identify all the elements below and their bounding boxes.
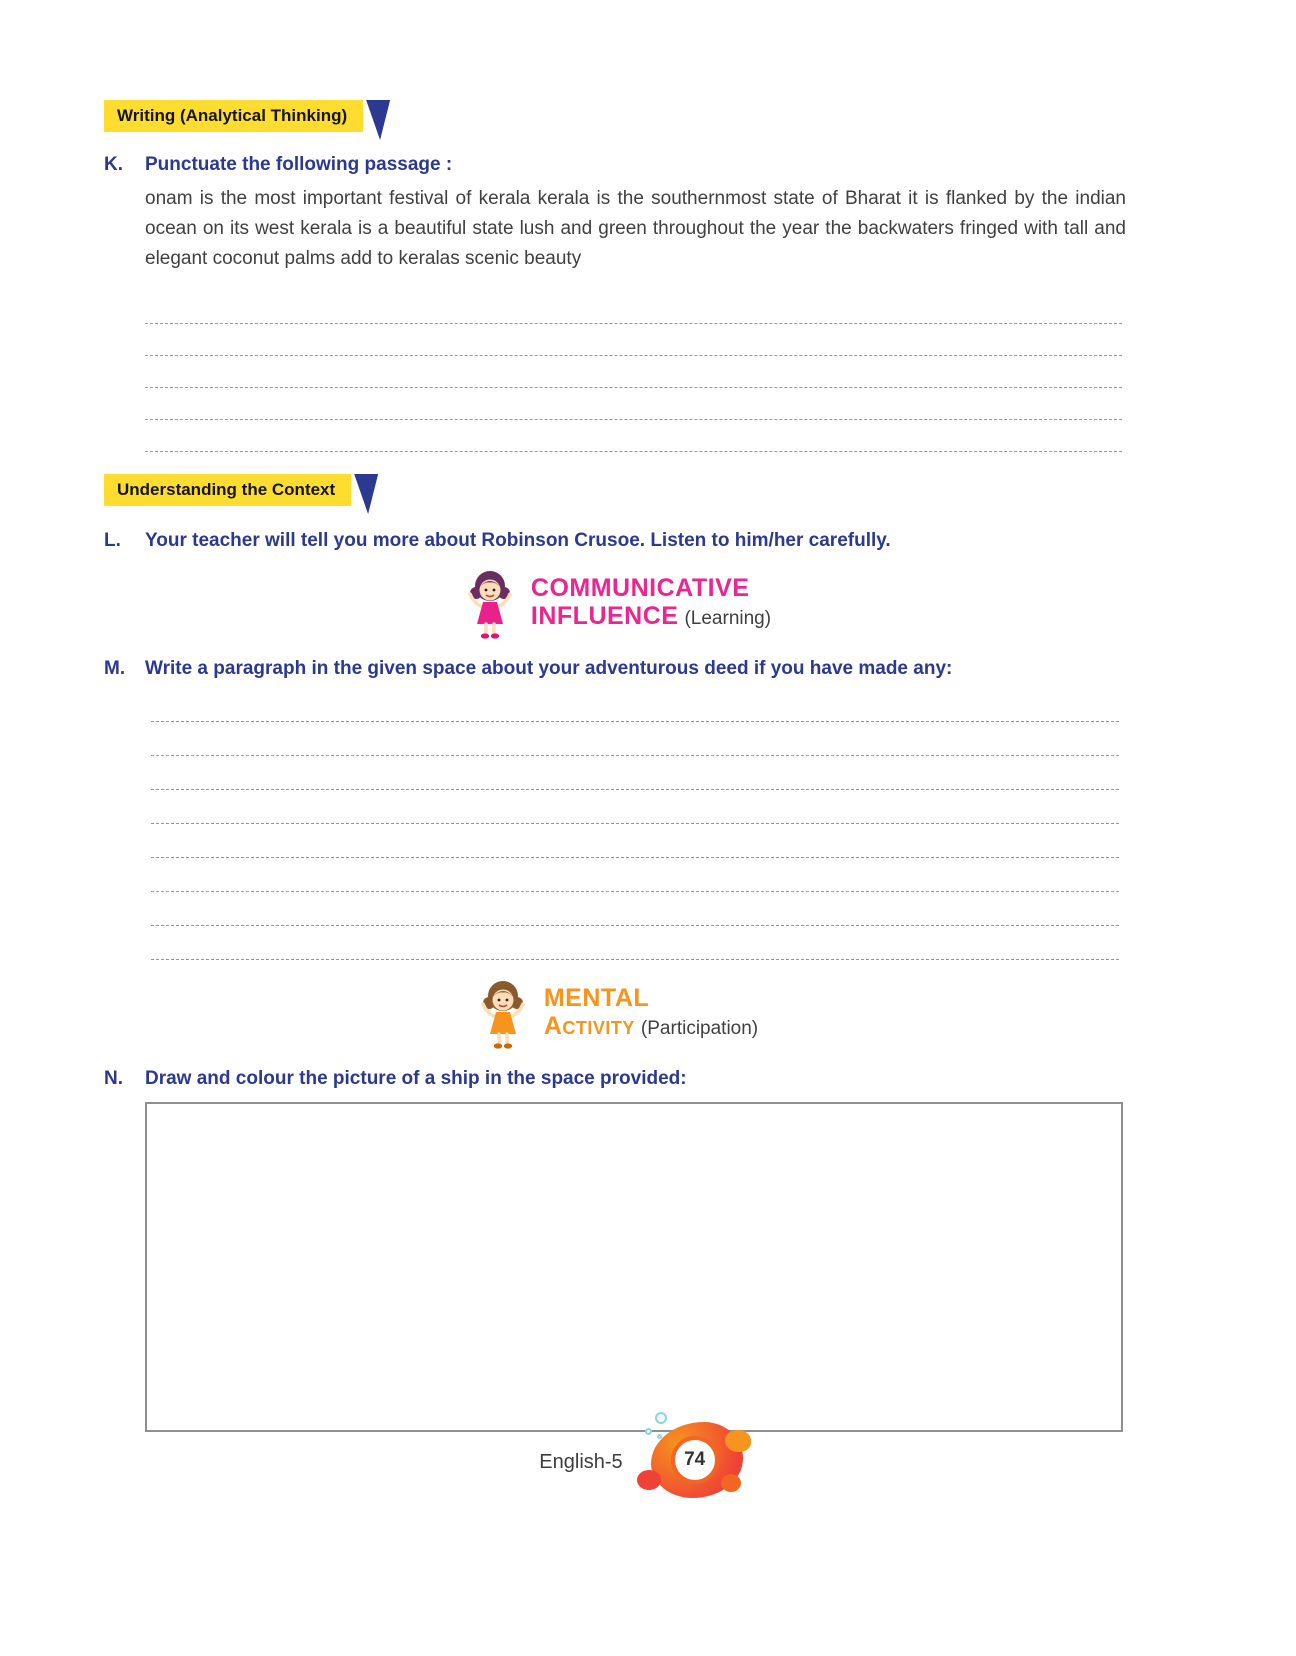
book-title: English-5 [539,1450,623,1473]
context-banner [104,474,1126,514]
answer-line [151,926,1119,960]
passage-text: onam is the most important festival of kerala kerala is the southernmost state of Bharat it is flanked by the indian ocean on its west kerala is a beautiful state lush and green throughout the year the backwaters fringed with tall and elegant coconut palms add to keralas scenic beauty [145,188,1126,269]
writing-banner [104,100,1126,140]
mental-title-line2: Activity [543,1012,635,1040]
section-n-letter: N. [104,1068,123,1089]
communicative-title-line1: COMMUNICATIVE [530,574,750,602]
blob-shape [721,1474,741,1492]
section-l-title: Your teacher will tell you more about Robinson Crusoe. Listen to him/her carefully. [145,530,891,551]
answer-line [145,420,1122,452]
blob-shape [637,1470,661,1490]
section-n-header [104,1066,1126,1092]
section-l-header [104,528,1126,554]
page-number-badge [671,1436,719,1484]
answer-line [145,292,1122,324]
mental-activity-callout [104,976,1126,1052]
answer-line [151,824,1119,858]
answer-line [151,892,1119,926]
answer-line [151,790,1119,824]
page-content [104,0,1126,1432]
answer-line [145,324,1122,356]
answer-line [145,388,1122,420]
answer-line [151,858,1119,892]
section-m-header [104,656,1126,682]
answer-line [151,756,1119,790]
blob-shape [725,1430,751,1452]
drawing-box [145,1102,1123,1432]
answer-lines-k [145,292,1122,452]
section-n-title: Draw and colour the picture of a ship in the space provided: [145,1068,687,1089]
section-l-letter: L. [104,530,121,551]
communicative-influence-callout [104,566,1126,642]
bubble-icon [645,1428,652,1435]
section-k-header [104,152,1126,178]
communicative-tag: (Learning) [684,608,772,629]
answer-lines-m [151,688,1119,960]
page-number: 74 [684,1449,706,1470]
answer-line [151,688,1119,722]
girl-orange-icon [472,978,534,1050]
mental-activity-text [544,984,758,1044]
section-m-title: Write a paragraph in the given space about your adventurous deed if you have made any: [145,658,953,679]
answer-line [145,356,1122,388]
writing-banner-label: Writing (Analytical Thinking) [104,100,363,132]
section-k-title: Punctuate the following passage : [145,154,453,175]
section-m-letter: M. [104,658,126,679]
communicative-influence-text [531,574,771,634]
mental-title-line1: MENTAL [543,984,650,1012]
answer-line [151,722,1119,756]
context-banner-label: Understanding the Context [104,474,351,506]
page-footer [0,1412,1296,1504]
banner-flag-icon [366,100,390,140]
section-k-letter: K. [104,154,123,175]
section-m-body [145,688,1126,960]
communicative-title-line2: INFLUENCE [530,602,679,630]
banner-flag-icon [354,474,378,514]
footer-ornament [637,1412,757,1504]
girl-pink-icon [459,568,521,640]
mental-tag: (Participation) [640,1018,759,1039]
bubble-icon [655,1412,667,1424]
section-k-body [145,184,1126,452]
